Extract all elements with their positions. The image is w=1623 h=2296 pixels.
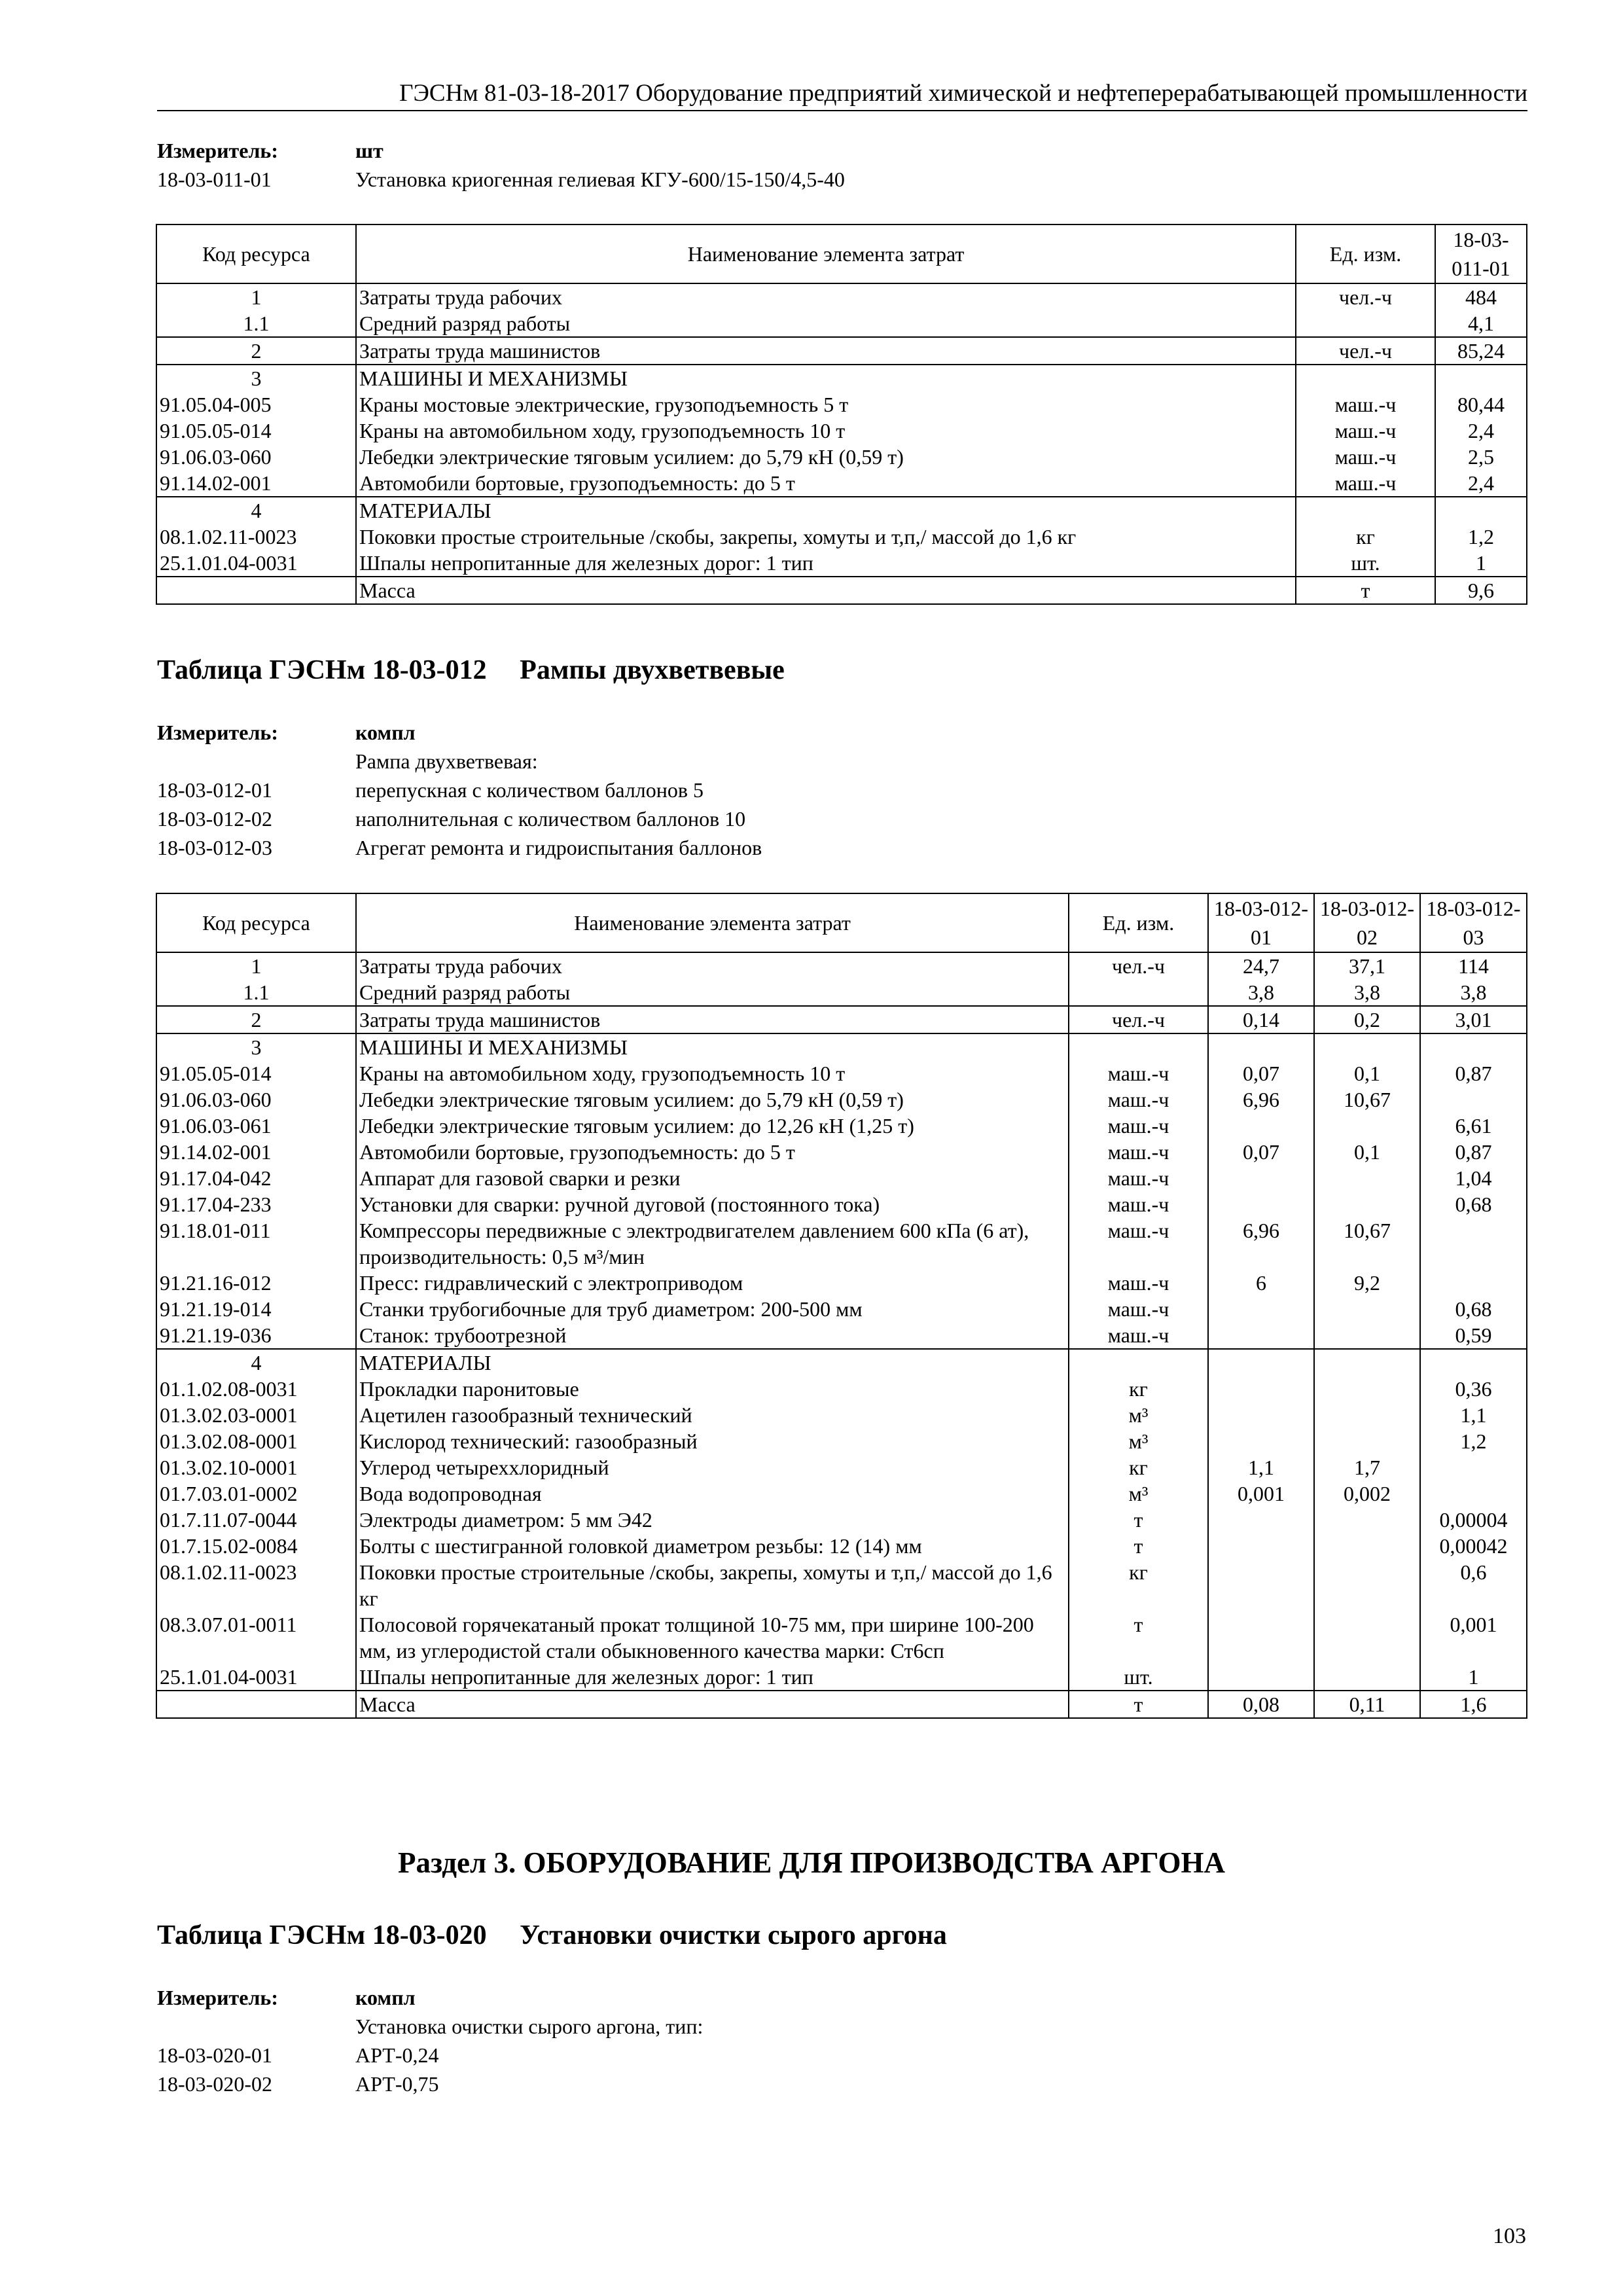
resource-name: Затраты труда рабочих	[356, 283, 1296, 310]
table-row	[156, 470, 1527, 497]
table-row	[156, 1060, 1527, 1086]
resource-name: Прокладки паронитовые	[356, 1376, 1069, 1402]
unit-cell: шт.	[1296, 550, 1435, 577]
unit-cell	[1296, 497, 1435, 524]
value-cell	[1314, 1611, 1420, 1664]
item-code: 18-03-012-03	[157, 836, 272, 859]
resource-name: МАТЕРИАЛЫ	[356, 1349, 1069, 1376]
measure-label: Измеритель:	[157, 139, 278, 162]
resource-name: Автомобили бортовые, грузоподъемность: до 5 т	[356, 1139, 1069, 1165]
value-cell: 0,001	[1208, 1480, 1314, 1507]
table-row	[156, 1165, 1527, 1191]
resource-code	[156, 1691, 356, 1718]
table-row	[156, 1086, 1527, 1113]
value-cell	[1314, 1507, 1420, 1533]
header-col: 18-03-012-01	[1208, 893, 1314, 952]
value-cell	[1314, 1664, 1420, 1691]
value-cell: 0,08	[1208, 1691, 1314, 1718]
resource-table-1	[156, 224, 1527, 605]
measure-unit: компл	[355, 1986, 416, 2009]
unit-cell	[1069, 1349, 1208, 1376]
resource-name: Поковки простые строительные /скобы, закрепы, хомуты и т,п,/ массой до 1,6 кг	[356, 1559, 1069, 1611]
value-cell: 24,7	[1208, 952, 1314, 979]
value-cell	[1420, 1454, 1527, 1480]
resource-code: 2	[156, 1006, 356, 1033]
value-cell	[1314, 1322, 1420, 1349]
table-title-prefix: Таблица ГЭСНм 18-03-012	[157, 655, 487, 685]
value-cell	[1208, 1402, 1314, 1428]
resource-name: Углерод четыреххлоридный	[356, 1454, 1069, 1480]
header-col: 18-03-012-02	[1314, 893, 1420, 952]
item-code: 18-03-012-01	[157, 778, 272, 802]
table-row	[156, 1559, 1527, 1611]
value-cell: 0,68	[1420, 1191, 1527, 1217]
value-cell	[1420, 1480, 1527, 1507]
table-row	[156, 1402, 1527, 1428]
table-row	[156, 1611, 1527, 1664]
value-cell: 0,00042	[1420, 1533, 1527, 1559]
value-cell: 10,67	[1314, 1217, 1420, 1270]
value-cell: 6,96	[1208, 1217, 1314, 1270]
header-code: Код ресурса	[156, 224, 356, 283]
table-row	[156, 1006, 1527, 1033]
item-name: АРТ-0,24	[355, 2043, 439, 2067]
value-cell	[1314, 1428, 1420, 1454]
value-cell	[1208, 1376, 1314, 1402]
unit-cell: чел.-ч	[1296, 337, 1435, 365]
value-cell	[1208, 1533, 1314, 1559]
table-row	[156, 1454, 1527, 1480]
value-cell: 1	[1420, 1664, 1527, 1691]
value-cell	[1420, 1086, 1527, 1113]
resource-code: 01.7.15.02-0084	[156, 1533, 356, 1559]
unit-cell: маш.-ч	[1069, 1165, 1208, 1191]
measure-unit: шт	[355, 139, 383, 162]
value-cell: 1,6	[1420, 1691, 1527, 1718]
resource-code: 91.21.19-014	[156, 1296, 356, 1322]
resource-name: Лебедки электрические тяговым усилием: до 5,79 кН (0,59 т)	[356, 1086, 1069, 1113]
resource-code: 91.14.02-001	[156, 470, 356, 497]
resource-name: Кислород технический: газообразный	[356, 1428, 1069, 1454]
resource-name: Полосовой горячекатаный прокат толщиной 10-75 мм, при ширине 100-200 мм, из углеродистой стали обыкновенного качества марки: Ст6сп	[356, 1611, 1069, 1664]
resource-name: Средний разряд работы	[356, 310, 1296, 337]
value-cell	[1208, 1165, 1314, 1191]
table-row	[156, 1376, 1527, 1402]
unit-cell: маш.-ч	[1069, 1296, 1208, 1322]
unit-cell: маш.-ч	[1069, 1060, 1208, 1086]
unit-cell: маш.-ч	[1296, 470, 1435, 497]
resource-name: Шпалы непропитанные для железных дорог: 1 тип	[356, 1664, 1069, 1691]
value-cell	[1208, 1664, 1314, 1691]
resource-code: 3	[156, 365, 356, 391]
unit-cell: маш.-ч	[1069, 1322, 1208, 1349]
item-code: 18-03-011-01	[157, 168, 272, 191]
value-cell: 1,1	[1420, 1402, 1527, 1428]
value-cell: 0,36	[1420, 1376, 1527, 1402]
group-label: Установка очистки сырого аргона, тип:	[355, 2015, 704, 2038]
value-cell: 0,14	[1208, 1006, 1314, 1033]
section-title: Раздел 3. ОБОРУДОВАНИЕ ДЛЯ ПРОИЗВОДСТВА АРГОНА	[397, 1846, 1226, 1879]
item-name: Установка криогенная гелиевая КГУ-600/15-150/4,5-40	[355, 168, 845, 191]
table-row	[156, 310, 1527, 337]
table-row	[156, 1480, 1527, 1507]
header-col: 18-03-012-03	[1420, 893, 1527, 952]
value-cell: 9,6	[1435, 577, 1527, 604]
value-cell: 1,04	[1420, 1165, 1527, 1191]
value-cell: 0,002	[1314, 1480, 1420, 1507]
value-cell	[1208, 1191, 1314, 1217]
resource-name: Лебедки электрические тяговым усилием: до 5,79 кН (0,59 т)	[356, 444, 1296, 470]
measure-label: Измеритель:	[157, 721, 278, 744]
resource-name: Станок: трубоотрезной	[356, 1322, 1069, 1349]
table-row	[156, 1664, 1527, 1691]
value-cell	[1208, 1296, 1314, 1322]
resource-name: Установки для сварки: ручной дуговой (постоянного тока)	[356, 1191, 1069, 1217]
value-cell	[1314, 1191, 1420, 1217]
value-cell	[1435, 497, 1527, 524]
table-title-name: Установки очистки сырого аргона	[520, 1920, 947, 1950]
resource-name: Лебедки электрические тяговым усилием: до 12,26 кН (1,25 т)	[356, 1113, 1069, 1139]
value-cell	[1208, 1113, 1314, 1139]
value-cell: 80,44	[1435, 391, 1527, 418]
unit-cell: маш.-ч	[1069, 1086, 1208, 1113]
unit-cell: т	[1069, 1691, 1208, 1718]
value-cell	[1314, 1349, 1420, 1376]
table-row	[156, 1191, 1527, 1217]
value-cell: 484	[1435, 283, 1527, 310]
value-cell: 0,87	[1420, 1060, 1527, 1086]
unit-cell: маш.-ч	[1069, 1113, 1208, 1139]
header-name: Наименование элемента затрат	[356, 893, 1069, 952]
unit-cell: чел.-ч	[1069, 952, 1208, 979]
table-row	[156, 444, 1527, 470]
resource-name: Масса	[356, 1691, 1069, 1718]
resource-name: Поковки простые строительные /скобы, закрепы, хомуты и т,п,/ массой до 1,6 кг	[356, 524, 1296, 550]
resource-name: МАШИНЫ И МЕХАНИЗМЫ	[356, 1033, 1069, 1060]
resource-code: 08.3.07.01-0011	[156, 1611, 356, 1664]
resource-name: Шпалы непропитанные для железных дорог: 1 тип	[356, 550, 1296, 577]
resource-code: 3	[156, 1033, 356, 1060]
resource-code: 2	[156, 337, 356, 365]
resource-code: 1	[156, 952, 356, 979]
value-cell: 3,01	[1420, 1006, 1527, 1033]
value-cell	[1420, 1033, 1527, 1060]
unit-cell: м³	[1069, 1402, 1208, 1428]
value-cell: 0,07	[1208, 1139, 1314, 1165]
unit-cell	[1069, 1033, 1208, 1060]
resource-code: 25.1.01.04-0031	[156, 1664, 356, 1691]
unit-cell: шт.	[1069, 1664, 1208, 1691]
value-cell: 0,68	[1420, 1296, 1527, 1322]
value-cell: 0,11	[1314, 1691, 1420, 1718]
table-row	[156, 1691, 1527, 1718]
item-code: 18-03-020-02	[157, 2072, 272, 2096]
resource-code: 91.17.04-042	[156, 1165, 356, 1191]
unit-cell	[1296, 365, 1435, 391]
value-cell: 0,59	[1420, 1322, 1527, 1349]
resource-name: Затраты труда рабочих	[356, 952, 1069, 979]
table-row	[156, 1507, 1527, 1533]
resource-code: 91.14.02-001	[156, 1139, 356, 1165]
unit-cell	[1296, 310, 1435, 337]
resource-name: Краны мостовые электрические, грузоподъемность 5 т	[356, 391, 1296, 418]
value-cell	[1314, 1165, 1420, 1191]
header-name: Наименование элемента затрат	[356, 224, 1296, 283]
resource-name: МАШИНЫ И МЕХАНИЗМЫ	[356, 365, 1296, 391]
unit-cell: маш.-ч	[1069, 1270, 1208, 1296]
resource-name: Болты с шестигранной головкой диаметром резьбы: 12 (14) мм	[356, 1533, 1069, 1559]
value-cell: 85,24	[1435, 337, 1527, 365]
unit-cell: кг	[1296, 524, 1435, 550]
header-code: Код ресурса	[156, 893, 356, 952]
value-cell	[1208, 1428, 1314, 1454]
resource-code: 1	[156, 283, 356, 310]
value-cell: 1	[1435, 550, 1527, 577]
resource-code: 91.21.19-036	[156, 1322, 356, 1349]
table-row	[156, 1217, 1527, 1270]
value-cell	[1208, 1611, 1314, 1664]
item-code: 18-03-020-01	[157, 2043, 272, 2067]
resource-name: Станки трубогибочные для труб диаметром: 200-500 мм	[356, 1296, 1069, 1322]
table-title-18-03-012	[157, 655, 785, 686]
value-cell	[1420, 1349, 1527, 1376]
resource-code: 91.05.05-014	[156, 1060, 356, 1086]
value-cell	[1314, 1033, 1420, 1060]
resource-code: 91.06.03-061	[156, 1113, 356, 1139]
table-row	[156, 1033, 1527, 1060]
value-cell	[1208, 1559, 1314, 1611]
value-cell: 1,1	[1208, 1454, 1314, 1480]
group-label: Рампа двухветвевая:	[355, 749, 538, 773]
table-row	[156, 1322, 1527, 1349]
value-cell: 0,00004	[1420, 1507, 1527, 1533]
resource-code: 91.21.16-012	[156, 1270, 356, 1296]
table-row	[156, 1113, 1527, 1139]
resource-code: 91.05.05-014	[156, 418, 356, 444]
value-cell: 9,2	[1314, 1270, 1420, 1296]
table-row	[156, 524, 1527, 550]
value-cell: 0,2	[1314, 1006, 1420, 1033]
unit-cell: маш.-ч	[1069, 1139, 1208, 1165]
resource-code: 91.18.01-011	[156, 1217, 356, 1270]
table-row	[156, 1428, 1527, 1454]
resource-name: Компрессоры передвижные с электродвигателем давлением 600 кПа (6 ат), производительность: 0,5 м³/мин	[356, 1217, 1069, 1270]
header-unit: Ед. изм.	[1069, 893, 1208, 952]
value-cell	[1314, 1559, 1420, 1611]
resource-name: Пресс: гидравлический с электроприводом	[356, 1270, 1069, 1296]
item-name: АРТ-0,75	[355, 2072, 439, 2096]
value-cell: 0,1	[1314, 1139, 1420, 1165]
resource-name: Автомобили бортовые, грузоподъемность: до 5 т	[356, 470, 1296, 497]
resource-name: Ацетилен газообразный технический	[356, 1402, 1069, 1428]
item-name: Агрегат ремонта и гидроиспытания баллонов	[355, 836, 762, 859]
value-cell: 114	[1420, 952, 1527, 979]
table-row	[156, 283, 1527, 310]
unit-cell: м³	[1069, 1428, 1208, 1454]
resource-name: Масса	[356, 577, 1296, 604]
resource-name: МАТЕРИАЛЫ	[356, 497, 1296, 524]
running-header	[157, 69, 1527, 111]
unit-cell: кг	[1069, 1454, 1208, 1480]
value-cell: 6	[1208, 1270, 1314, 1296]
table-title-18-03-020	[157, 1920, 947, 1951]
unit-cell: т	[1296, 577, 1435, 604]
unit-cell: т	[1069, 1507, 1208, 1533]
unit-cell: кг	[1069, 1376, 1208, 1402]
resource-code: 01.3.02.08-0001	[156, 1428, 356, 1454]
value-cell: 1,2	[1435, 524, 1527, 550]
table-row	[156, 1349, 1527, 1376]
resource-name: Вода водопроводная	[356, 1480, 1069, 1507]
value-cell: 6,96	[1208, 1086, 1314, 1113]
resource-code: 1.1	[156, 310, 356, 337]
table-row	[156, 1139, 1527, 1165]
measure-unit: компл	[355, 721, 416, 744]
resource-code: 01.7.03.01-0002	[156, 1480, 356, 1507]
value-cell	[1314, 1296, 1420, 1322]
value-cell: 2,4	[1435, 418, 1527, 444]
unit-cell: маш.-ч	[1069, 1217, 1208, 1270]
resource-code: 91.06.03-060	[156, 1086, 356, 1113]
resource-table-2	[156, 893, 1527, 1719]
resource-code: 08.1.02.11-0023	[156, 524, 356, 550]
unit-cell: т	[1069, 1533, 1208, 1559]
table-row	[156, 391, 1527, 418]
table-row	[156, 418, 1527, 444]
value-cell	[1208, 1507, 1314, 1533]
unit-cell: маш.-ч	[1296, 444, 1435, 470]
value-cell: 1,2	[1420, 1428, 1527, 1454]
value-cell	[1420, 1217, 1527, 1270]
unit-cell: маш.-ч	[1296, 418, 1435, 444]
resource-name: Затраты труда машинистов	[356, 337, 1296, 365]
resource-code: 01.3.02.10-0001	[156, 1454, 356, 1480]
table-row	[156, 1533, 1527, 1559]
resource-name: Электроды диаметром: 5 мм Э42	[356, 1507, 1069, 1533]
value-cell: 6,61	[1420, 1113, 1527, 1139]
header-unit: Ед. изм.	[1296, 224, 1435, 283]
table-title-prefix: Таблица ГЭСНм 18-03-020	[157, 1920, 487, 1950]
resource-name: Средний разряд работы	[356, 979, 1069, 1006]
value-cell: 3,8	[1208, 979, 1314, 1006]
value-cell: 2,5	[1435, 444, 1527, 470]
resource-name: Краны на автомобильном ходу, грузоподъемность 10 т	[356, 418, 1296, 444]
resource-code: 4	[156, 497, 356, 524]
value-cell	[1208, 1322, 1314, 1349]
table-row	[156, 1270, 1527, 1296]
item-name: перепускная с количеством баллонов 5	[355, 778, 704, 802]
table-row	[156, 577, 1527, 604]
value-cell	[1314, 1533, 1420, 1559]
unit-cell	[1069, 979, 1208, 1006]
value-cell: 2,4	[1435, 470, 1527, 497]
table-row	[156, 952, 1527, 979]
table-row	[156, 550, 1527, 577]
resource-code: 01.7.11.07-0044	[156, 1507, 356, 1533]
resource-code: 25.1.01.04-0031	[156, 550, 356, 577]
resource-code: 4	[156, 1349, 356, 1376]
unit-cell: маш.-ч	[1296, 391, 1435, 418]
unit-cell: т	[1069, 1611, 1208, 1664]
value-cell	[1208, 1349, 1314, 1376]
value-cell: 3,8	[1420, 979, 1527, 1006]
resource-code: 91.17.04-233	[156, 1191, 356, 1217]
unit-cell: м³	[1069, 1480, 1208, 1507]
table-row	[156, 365, 1527, 391]
value-cell: 0,1	[1314, 1060, 1420, 1086]
value-cell	[1314, 1402, 1420, 1428]
value-cell: 1,7	[1314, 1454, 1420, 1480]
value-cell	[1420, 1270, 1527, 1296]
value-cell	[1314, 1113, 1420, 1139]
value-cell: 3,8	[1314, 979, 1420, 1006]
resource-name: Аппарат для газовой сварки и резки	[356, 1165, 1069, 1191]
value-cell: 4,1	[1435, 310, 1527, 337]
item-code: 18-03-012-02	[157, 807, 272, 831]
resource-code: 08.1.02.11-0023	[156, 1559, 356, 1611]
header-col: 18-03-011-01	[1435, 224, 1527, 283]
resource-code	[156, 577, 356, 604]
unit-cell: чел.-ч	[1069, 1006, 1208, 1033]
table-row	[156, 497, 1527, 524]
value-cell: 0,6	[1420, 1559, 1527, 1611]
value-cell	[1435, 365, 1527, 391]
table-row	[156, 337, 1527, 365]
value-cell	[1208, 1033, 1314, 1060]
resource-name: Затраты труда машинистов	[356, 1006, 1069, 1033]
value-cell: 0,87	[1420, 1139, 1527, 1165]
resource-code: 91.05.04-005	[156, 391, 356, 418]
resource-code: 01.1.02.08-0031	[156, 1376, 356, 1402]
unit-cell: маш.-ч	[1069, 1191, 1208, 1217]
table-row	[156, 979, 1527, 1006]
value-cell: 0,07	[1208, 1060, 1314, 1086]
value-cell: 10,67	[1314, 1086, 1420, 1113]
table-title-name: Рампы двухветвевые	[520, 655, 785, 685]
unit-cell: кг	[1069, 1559, 1208, 1611]
resource-name: Краны на автомобильном ходу, грузоподъемность 10 т	[356, 1060, 1069, 1086]
value-cell: 37,1	[1314, 952, 1420, 979]
unit-cell: чел.-ч	[1296, 283, 1435, 310]
resource-code: 01.3.02.03-0001	[156, 1402, 356, 1428]
item-name: наполнительная с количеством баллонов 10	[355, 807, 746, 831]
measure-label: Измеритель:	[157, 1986, 278, 2009]
value-cell: 0,001	[1420, 1611, 1527, 1664]
resource-code: 91.06.03-060	[156, 444, 356, 470]
resource-code: 1.1	[156, 979, 356, 1006]
running-header-text: ГЭСНм 81-03-18-2017 Оборудование предприятий химической и нефтеперерабатывающей промышленности	[399, 80, 1527, 107]
value-cell	[1314, 1376, 1420, 1402]
page-number: 103	[1493, 2224, 1526, 2248]
table-row	[156, 1296, 1527, 1322]
